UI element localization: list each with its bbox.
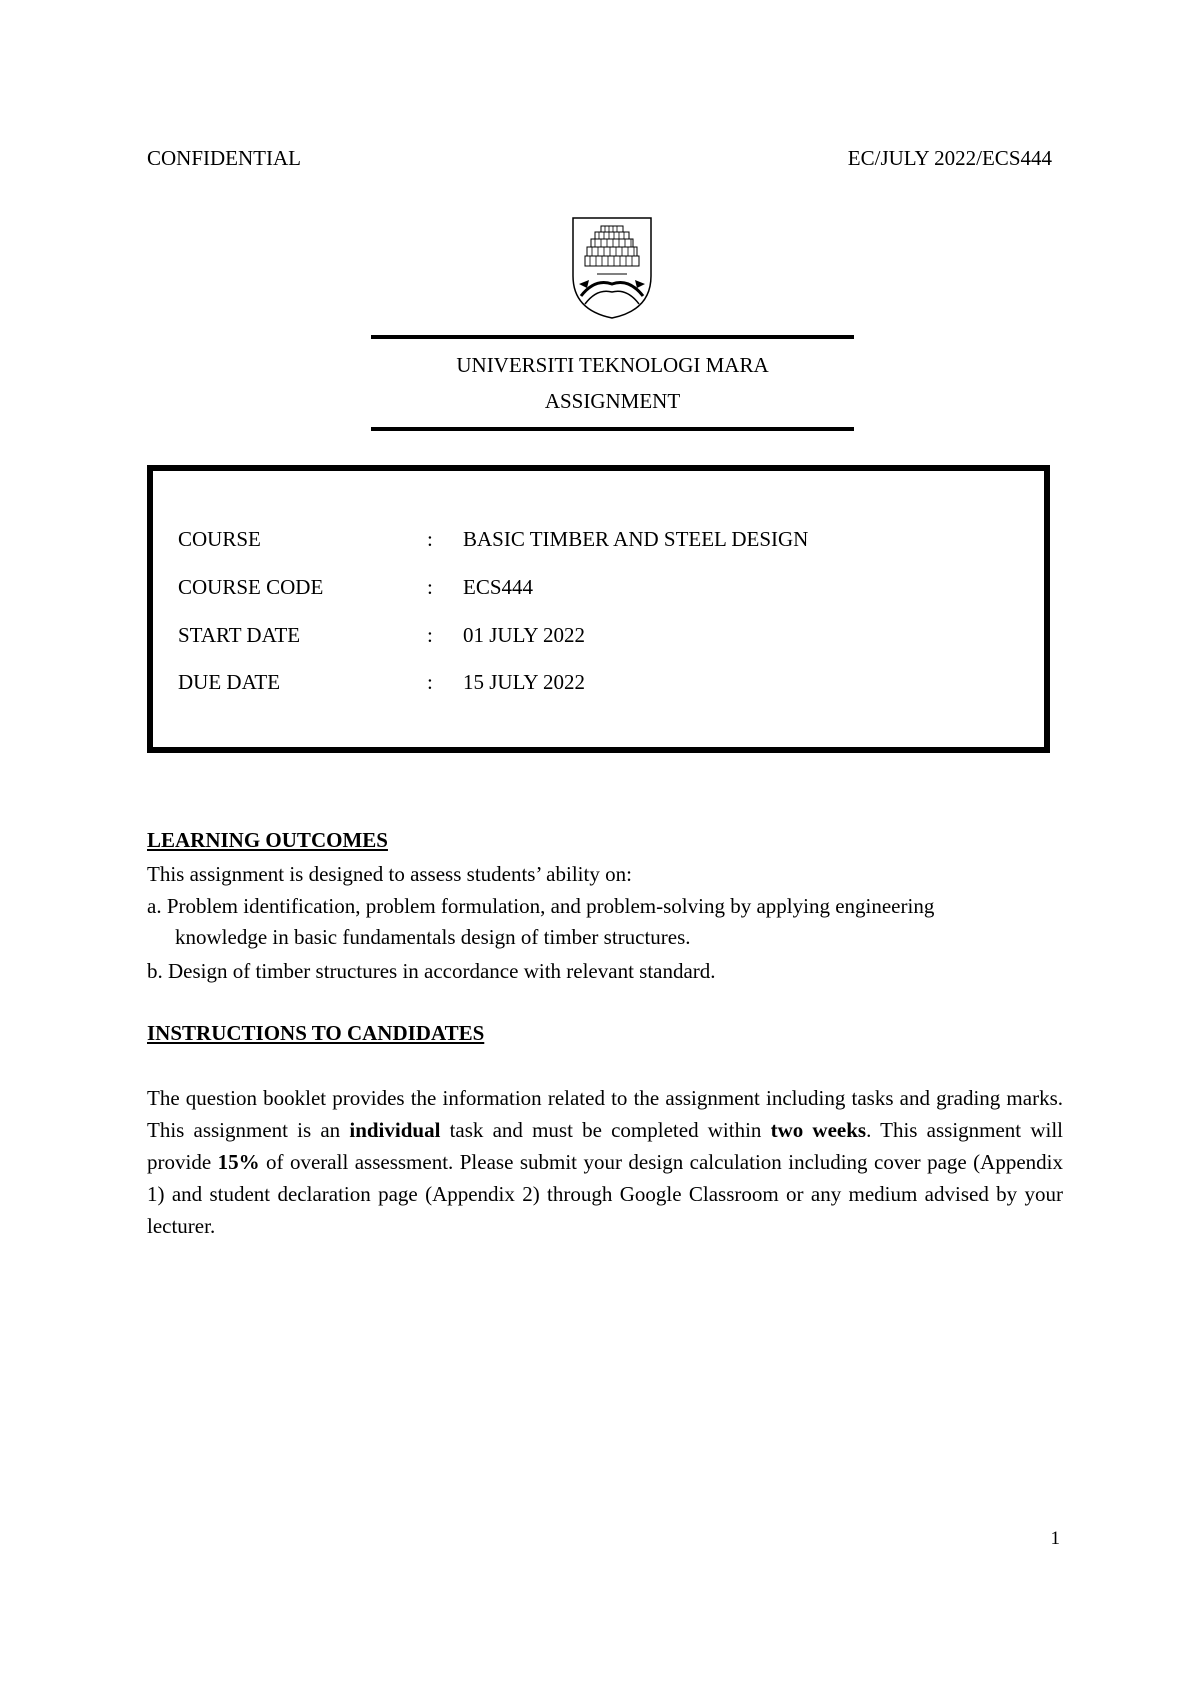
info-label: START DATE (178, 623, 301, 647)
course-info-box (147, 465, 1050, 753)
info-colon: : (427, 575, 433, 599)
instructions-paragraph (147, 1082, 1063, 1242)
title-rule-bottom (371, 427, 854, 431)
document-code: EC/JULY 2022/ECS444 (847, 146, 1052, 170)
learning-outcomes-intro: This assignment is designed to assess students’ ability on: (147, 862, 632, 886)
info-label: COURSE CODE (178, 575, 324, 599)
document-type: ASSIGNMENT (544, 389, 681, 413)
instructions-bold-two-weeks: two weeks (770, 1118, 867, 1142)
info-colon: : (427, 527, 433, 551)
info-label: DUE DATE (178, 670, 281, 694)
learning-outcome-a-line2: knowledge in basic fundamentals design of timber structures. (175, 925, 691, 949)
info-value: 01 JULY 2022 (463, 623, 585, 647)
confidential-label: CONFIDENTIAL (147, 146, 301, 170)
learning-outcome-b: b. Design of timber structures in accordance with relevant standard. (147, 959, 716, 983)
info-value: 15 JULY 2022 (463, 670, 585, 694)
instructions-bold-percentage: 15% (217, 1150, 260, 1174)
instructions-heading: INSTRUCTIONS TO CANDIDATES (147, 1021, 485, 1045)
info-value: ECS444 (463, 575, 534, 599)
instructions-text: task and must be completed within (440, 1118, 771, 1142)
title-rule-top (371, 335, 854, 339)
learning-outcome-a-line1: a. Problem identification, problem formulation, and problem-solving by applying engineering (147, 894, 935, 918)
learning-outcomes-heading: LEARNING OUTCOMES (147, 828, 388, 852)
instructions-text: of overall assessment. Please submit your design calculation including cover page (Appendix 1) and student declaration page (Appendix 2) through Google Classroom or any medium advised by your lecturer. (147, 1150, 1063, 1238)
instructions-text: The question booklet provides the information related to the assignment including tasks and grading marks. This assignment is an (147, 1086, 1063, 1142)
page-number: 1 (1050, 1528, 1060, 1549)
university-name: UNIVERSITI TEKNOLOGI MARA (456, 353, 769, 377)
info-label: COURSE (178, 527, 261, 551)
instructions-text: . This assignment will provide (147, 1118, 1063, 1174)
info-value: BASIC TIMBER AND STEEL DESIGN (463, 527, 809, 551)
instructions-bold-individual: individual (349, 1118, 441, 1142)
uitm-crest-icon (567, 214, 657, 320)
info-colon: : (427, 623, 433, 647)
info-colon: : (427, 670, 433, 694)
